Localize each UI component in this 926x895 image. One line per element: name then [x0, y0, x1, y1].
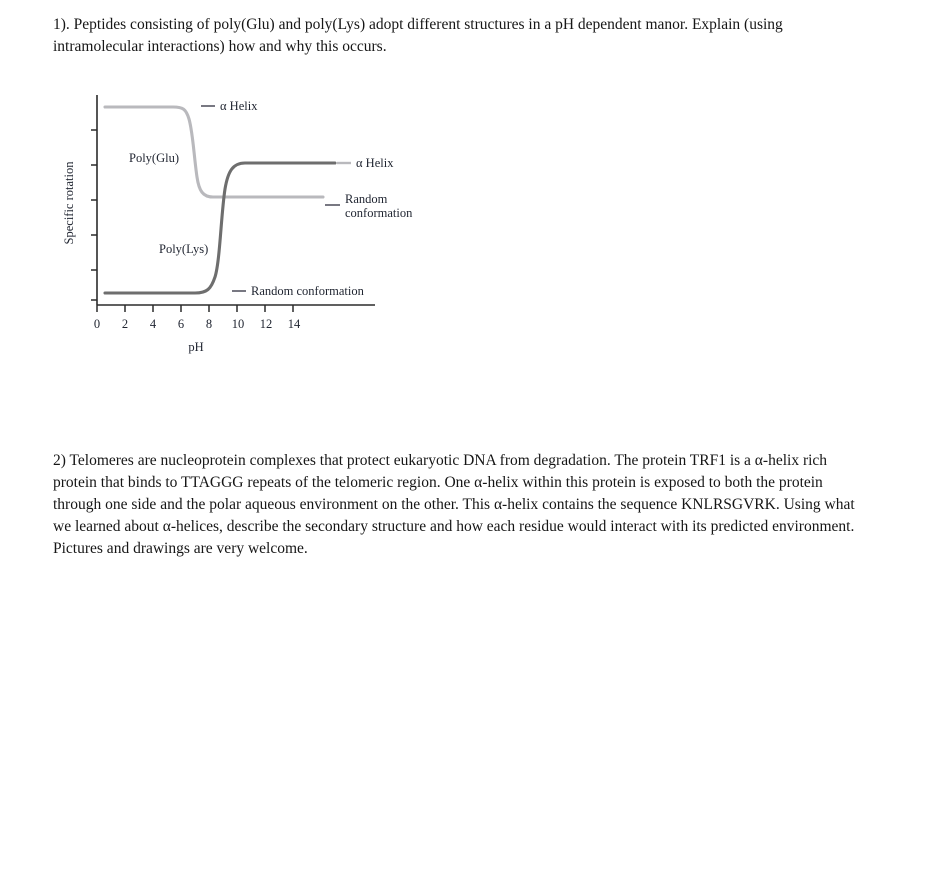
ph-specific-rotation-chart [55, 85, 455, 360]
curve-poly-lys [105, 163, 335, 293]
chart-svg [55, 85, 455, 360]
annotation-glu-random-line2: conformation [345, 206, 413, 220]
xtick-label-14: 14 [287, 317, 301, 331]
x-axis-ticks [97, 305, 293, 312]
y-axis-title: Specific rotation [62, 161, 76, 245]
question-2-text: 2) Telomeres are nucleoprotein complexes that protect eukaryotic DNA from degradation. The protein TRF1 is a α-helix rich protein that binds to TTAGGG repeats of the telomeric region. One α-helix within this protein is exposed to both the protein through one side and the polar aqueous environment on the other. This α-helix contains the sequence KNLRSGVRK. Using what we learned about α-helices, describe the secondary structure and how each residue would interact with its predicted environment. Pictures and drawings are very welcome. [53, 452, 855, 557]
x-axis-title: pH [188, 340, 204, 354]
xtick-label-6: 6 [177, 317, 185, 331]
series-label-poly-lys: Poly(Lys) [159, 242, 209, 256]
xtick-label-12: 12 [259, 317, 273, 331]
xtick-label-0: 0 [93, 317, 101, 331]
annotation-glu-alpha-helix: α Helix [220, 99, 258, 113]
annotation-lys-random: Random conformation [251, 284, 364, 298]
series-label-poly-glu: Poly(Glu) [129, 151, 179, 165]
xtick-label-2: 2 [121, 317, 129, 331]
annotation-glu-random-line1: Random [345, 192, 388, 206]
y-axis-ticks [91, 130, 97, 300]
xtick-label-10: 10 [231, 317, 245, 331]
xtick-label-8: 8 [205, 317, 213, 331]
xtick-label-4: 4 [149, 317, 157, 331]
question-1-text: 1). Peptides consisting of poly(Glu) and poly(Lys) adopt different structures in a pH dependent manor. Explain (using intramolecular interactions) how and why this occurs. [53, 16, 783, 55]
annotation-lys-alpha-helix: α Helix [356, 156, 394, 170]
